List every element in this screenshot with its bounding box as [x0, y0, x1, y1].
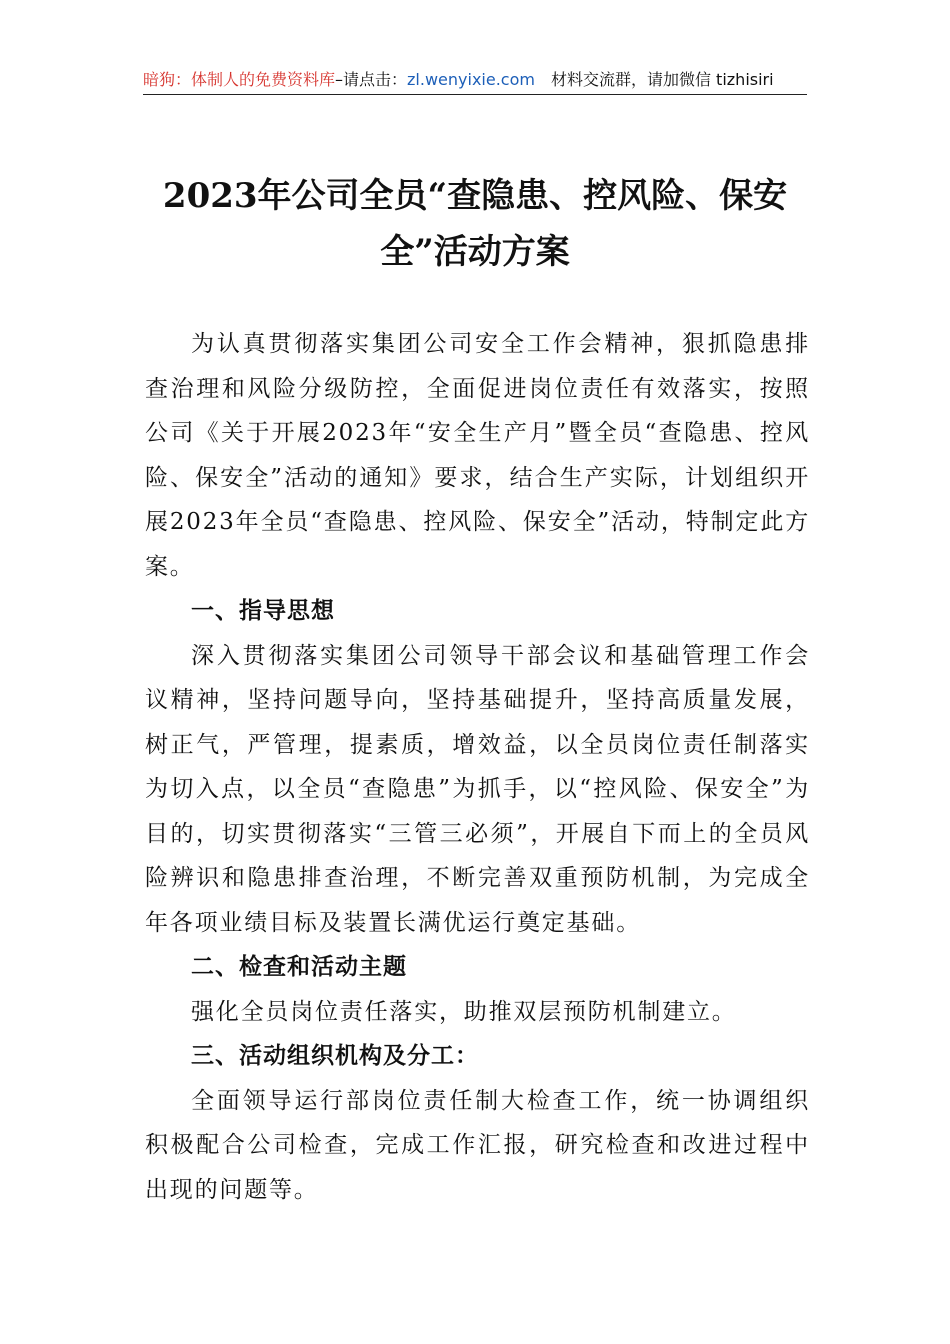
- section-paragraph: 全面领导运行部岗位责任制大检查工作，统一协调组织积极配合公司检查，完成工作汇报，研究检查和改进过程中出现的问题等。: [145, 1087, 810, 1203]
- header-wechat-note: 材料交流群，请加微信 tizhisiri: [550, 70, 774, 89]
- section-heading: 一、指导思想: [191, 598, 335, 624]
- document-body: [145, 322, 810, 1212]
- section-heading: 二、检查和活动主题: [191, 954, 407, 980]
- page-header: [143, 66, 807, 95]
- header-brand: 暗狗：体制人的免费资料库: [143, 70, 336, 89]
- header-prompt: –请点击：: [335, 70, 408, 89]
- intro-paragraph: 为认真贯彻落实集团公司安全工作会精神，狠抓隐患排查治理和风险分级防控，全面促进岗位责任有效落实，按照公司《关于开展2023年“安全生产月”暨全员“查隐患、控风险、保安全”活动的通知》要求，结合生产实际，计划组织开展2023年全员“查隐患、控风险、保安全”活动，特制定此方案。: [145, 331, 810, 580]
- header-link[interactable]: zl.wenyixie.com: [407, 70, 535, 89]
- document-title: 2023年公司全员“查隐患、控风险、保安全”活动方案: [162, 176, 788, 272]
- section-paragraph: 深入贯彻落实集团公司领导干部会议和基础管理工作会议精神，坚持问题导向，坚持基础提升，坚持高质量发展，树正气，严管理，提素质，增效益，以全员岗位责任制落实为切入点，以全员“查隐患”为抓手，以“控风险、保安全”为目的，切实贯彻落实“三管三必须”，开展自下而上的全员风险辨识和隐患排查治理，不断完善双重预防机制，为完成全年各项业绩目标及装置长满优运行奠定基础。: [145, 642, 810, 936]
- section-paragraph: 强化全员岗位责任落实，助推双层预防机制建立。: [191, 998, 737, 1025]
- section-heading: 三、活动组织机构及分工：: [191, 1043, 479, 1069]
